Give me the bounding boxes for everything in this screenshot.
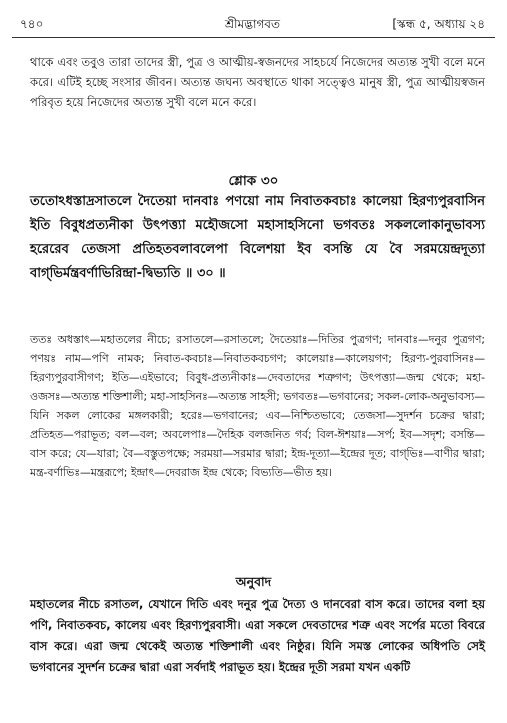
word-for-word-synonyms: ততঃ অধস্তাৎ—মহাতলের নীচে; রসাতলে—রসাতলে; দৈতেয়াঃ—দিতির পুত্রগণ; দানবাঃ—দনুর পুত্রগণ; পণয়ঃ নাম—পণি নামক; নিবাত-কবচাঃ—নিবাতকবচগণ; কালেয়াঃ—কালেয়গণ; হিরণ্য-পুরবাসিনঃ—হিরণ্যপুরবাসীগণ; ইতি—এইভাবে; বিবুধ-প্রত্যনীকাঃ—দেবতাদের শত্রুগণ; উৎপত্ত্যা—জন্ম থেকে; মহা-ওজসঃ—অত্যন্ত শক্তিশালী; মহা-সাহসিনঃ—অত্যন্ত সাহসী; ভগবতঃ—ভগবানের; সকল-লোক-অনুভাবস্য—যিনি সকল লোকের মঙ্গলকারী; হরেঃ—ভগবানের; এব—নিশ্চিতভাবে; তেজসা—সুদর্শন চক্রের দ্বারা; প্রতিহত—পরাভূত; বল—বল; অবলেপাঃ—দৈহিক বলজনিত গর্ব; বিল-ঈশয়াঃ—সর্প; ইব—সদৃশ; বসন্তি—বাস করে; যে—যারা; বৈ—বস্তুতপক্ষে; সরময়া—সরমার দ্বারা; ইন্দ্র-দূত্যা—ইন্দ্রের দূত; বাগ্‌ভিঃ—বাণীর দ্বারা; মন্ত্র-বর্ণাভিঃ—মন্ত্ররূপে; ইন্দ্রাৎ—দেবরাজ ইন্দ্র থেকে; বিভ্যতি—ভীত হয়। xyxy=(30,333,485,479)
header-divider xyxy=(12,37,495,38)
verse-heading: শ্লোক ৩০ xyxy=(228,173,279,189)
page-header xyxy=(20,14,485,36)
sanskrit-verse: ততোঽধস্তাদ্রসাতলে দৈতেয়া দানবাঃ পণয়ো নাম নিবাতকবচাঃ কালেয়া হিরণ্যপুরবাসিন ইতি বিবুধপ্রত্যনীকা উৎপত্ত্যা মহৌজসো মহাসাহসিনো ভগবতঃ সকললোকানুভাবস্য হরেরেব তেজসা প্রতিহতবলাবলেপা বিলেশয়া ইব বসন্তি যে বৈ সরময়েন্দ্রদূত্যা বাগ্‌ভির্মন্ত্রবর্ণাভিরিন্দ্রা-দ্বিভ্যতি ॥ ৩০ ॥ xyxy=(30,194,485,281)
translation-heading: অনুবাদ xyxy=(235,574,272,589)
page-number: ৭৪০ xyxy=(20,17,44,31)
chapter-reference: [স্কন্ধ ৫, অধ্যায় ২৪ xyxy=(392,17,485,31)
translation-text: মহাতলের নীচে রসাতল, যেখানে দিতি এবং দনুর পুত্র দৈত্য ও দানবেরা বাস করে। তাদের বলা হয় পণি, নিবাতকবচ, কালেয় এবং হিরণ্যপুরবাসী। এরা সকলে দেবতাদের শত্রু এবং সর্পের মতো বিবরে বাস করে। এরা জন্ম থেকেই অত্যন্ত শক্তিশালী এবং নিষ্ঠুর। যিনি সমস্ত লোকের অধিপতি সেই ভগবানের সুদর্শন চক্রের দ্বারা এরা সর্বদাই পরাভূত হয়। ইন্দ্রের দূতী সরমা যখন একটি xyxy=(30,597,485,674)
book-title: শ্রীমদ্ভাগবত xyxy=(224,17,280,31)
purport-continuation: থাকে এবং তবুও তারা তাদের স্ত্রী, পুত্র ও আত্মীয়-স্বজনদের সাহচর্যে নিজেদের অত্যন্ত সুখী বলে মনে করে। এটিই হচ্ছে সংসার জীবন। অত্যন্ত জঘন্য অবস্থাতে থাকা সত্ত্বেও মানুষ স্ত্রী, পুত্র আত্মীয়স্বজন পরিবৃত হয়ে নিজেদের অত্যন্ত সুখী বলে মনে করে। xyxy=(30,55,485,109)
